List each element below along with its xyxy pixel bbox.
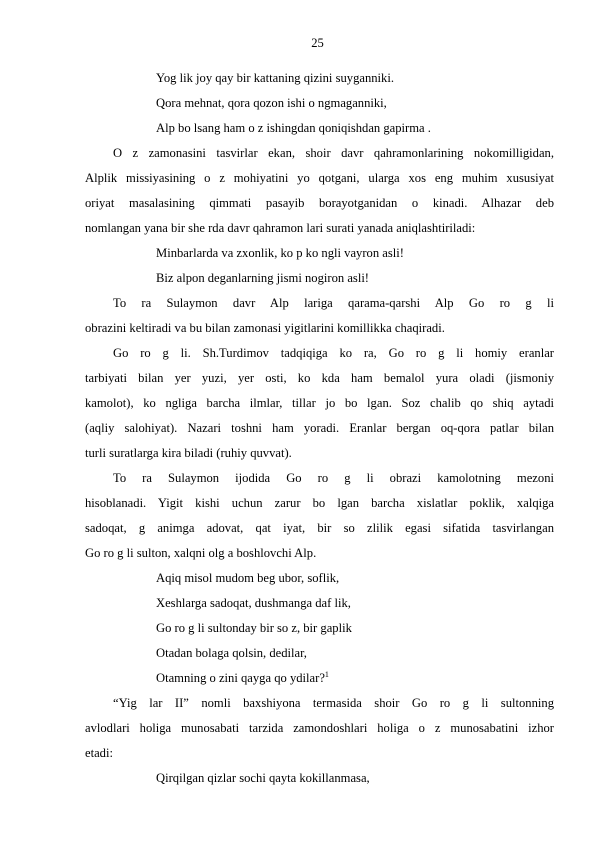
verse-line: Biz alpon deganlarning jismi nogiron asli!: [156, 271, 370, 285]
verse-line: Qirqilgan qizlar sochi qayta kokillanmasa,: [156, 771, 370, 785]
paragraph-line: “Yig lar II” nomli baxshiyona termasida shoir Go ro g li sultonning: [113, 696, 554, 710]
paragraph-line: turli suratlarga kira biladi (ruhiy quvvat).: [85, 446, 292, 460]
paragraph-line: (aqliy salohiyat). Nazari toshni ham yoradi. Eranlar bergan oq-qora patlar bilan: [85, 421, 554, 435]
footnote-marker: 1: [324, 669, 329, 679]
verse-line: Go ro g li sultonday bir so z, bir gaplik: [156, 621, 352, 635]
verse-line: Qora mehnat, qora qozon ishi o ngmaganniki,: [156, 96, 387, 110]
page-number: 25: [311, 36, 324, 50]
verse-line: Otadan bolaga qolsin, dedilar,: [156, 646, 307, 660]
verse-line: [156, 670, 329, 686]
paragraph-line: Alplik missiyasining o z mohiyatini yo qotgani, ularga xos eng muhim xususiyat: [85, 171, 554, 185]
paragraph-line: O z zamonasini tasvirlar ekan, shoir davr qahramonlarining nokomilligidan,: [113, 146, 554, 160]
paragraph-line: Go ro g li sulton, xalqni olg a boshlovchi Alp.: [85, 546, 317, 560]
paragraph-line: avlodlari holiga munosabati tarzida zamondoshlari holiga o z munosabatini izhor: [85, 721, 554, 735]
paragraph-line: To ra Sulaymon ijodida Go ro g li obrazi kamolotning mezoni: [113, 471, 554, 485]
paragraph-line: oriyat masalasining qimmati pasayib borayotganidan o kinadi. Alhazar deb: [85, 196, 554, 210]
paragraph-line: tarbiyati bilan yer yuzi, yer osti, ko kda ham bemalol yura oladi (jismoniy: [85, 371, 554, 385]
verse-text: Otamning o zini qayga qo ydilar?: [156, 671, 325, 685]
paragraph-line: sadoqat, g animga adovat, qat iyat, bir so zlilik egasi sifatida tasvirlangan: [85, 521, 554, 535]
paragraph-line: obrazini keltiradi va bu bilan zamonasi yigitlarini komillikka chaqiradi.: [85, 321, 445, 335]
verse-line: Aqiq misol mudom beg ubor, soflik,: [156, 571, 340, 585]
paragraph-line: etadi:: [85, 746, 113, 760]
verse-line: Xeshlarga sadoqat, dushmanga daf lik,: [156, 596, 351, 610]
verse-line: Alp bo lsang ham o z ishingdan qoniqishdan gapirma .: [156, 121, 431, 135]
paragraph-line: nomlangan yana bir she rda davr qahramon lari surati yanada aniqlashtiriladi:: [85, 221, 476, 235]
verse-line: Yog lik joy qay bir kattaning qizini suyganniki.: [156, 71, 394, 85]
paragraph-line: Go ro g li. Sh.Turdimov tadqiqiga ko ra, Go ro g li homiy eranlar: [113, 346, 554, 360]
paragraph-line: hisoblanadi. Yigit kishi uchun zarur bo lgan barcha xislatlar poklik, xalqiga: [85, 496, 554, 510]
paragraph-line: To ra Sulaymon davr Alp lariga qarama-qarshi Alp Go ro g li: [113, 296, 554, 310]
paragraph-line: kamolot), ko ngliga barcha ilmlar, tillar jo bo lgan. Soz chalib qo shiq aytadi: [85, 396, 554, 410]
verse-line: Minbarlarda va zxonlik, ko p ko ngli vayron asli!: [156, 246, 404, 260]
